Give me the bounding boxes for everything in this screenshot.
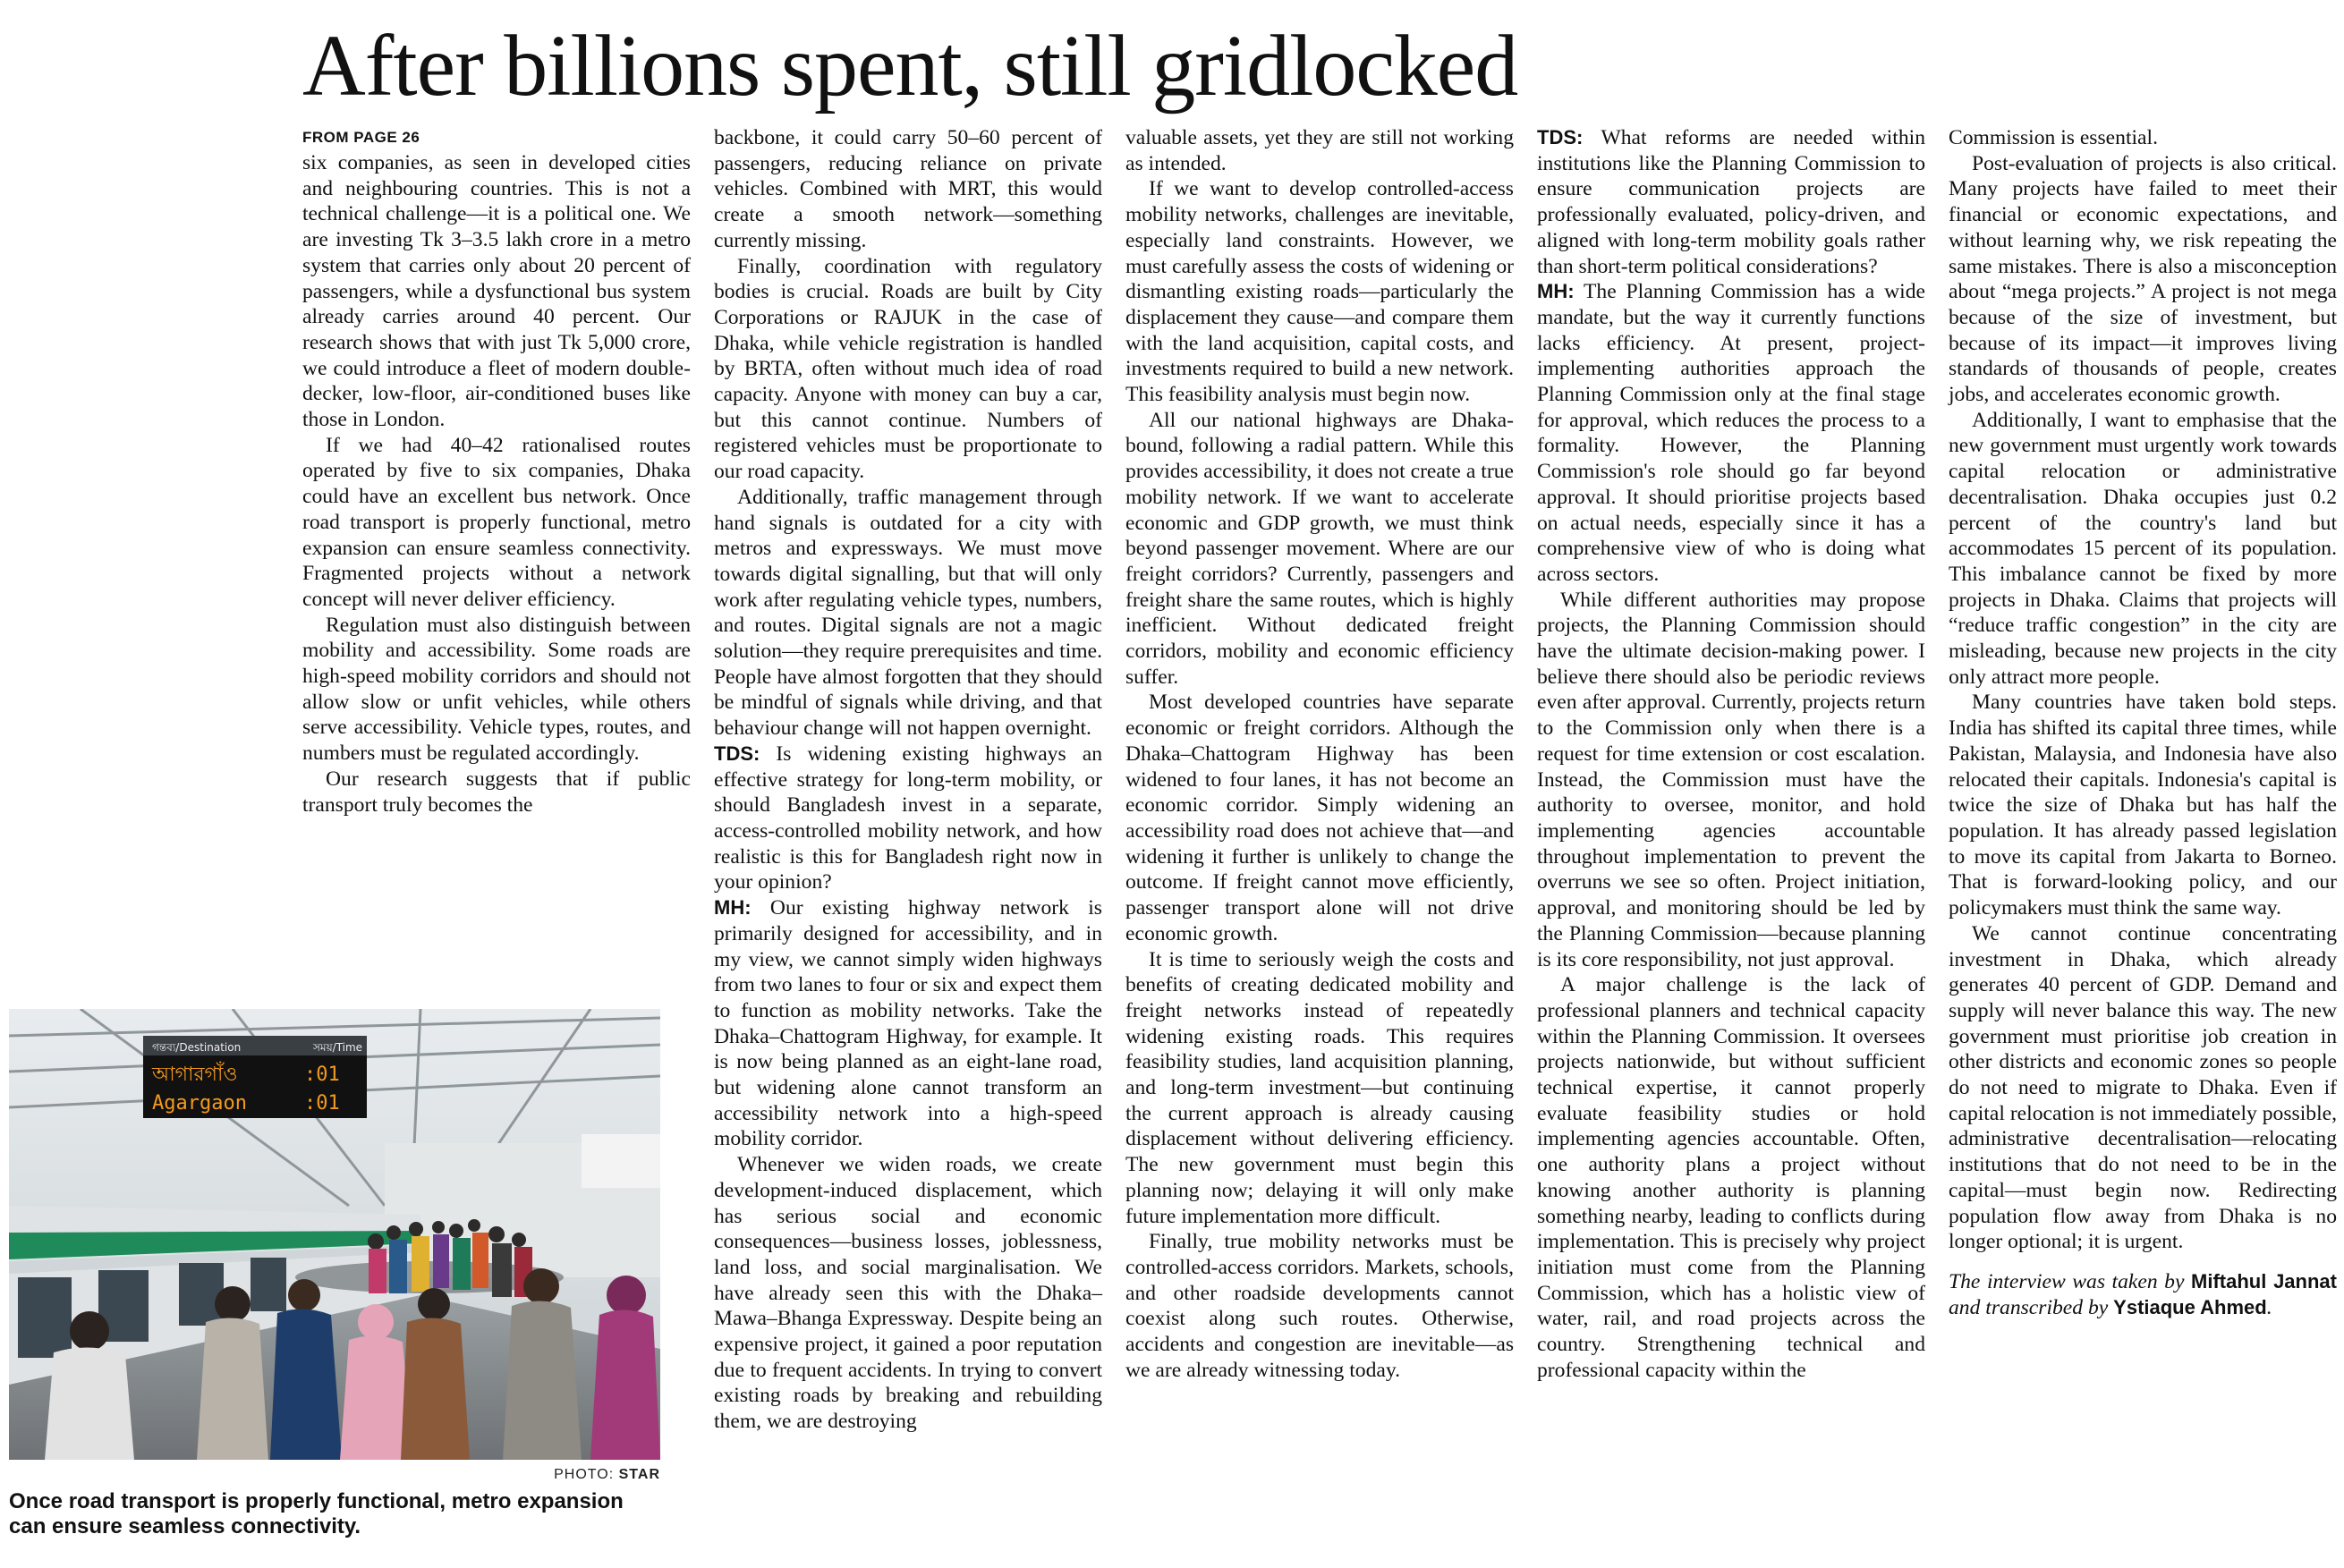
paragraph: [1537, 972, 1925, 1383]
paragraph-text: valuable assets, yet they are still not working as intended.: [1125, 126, 1514, 175]
column-4: [1537, 125, 1925, 1383]
paragraph-text: Additionally, traffic management through hand signals is outdated for a city with metros and expressways. We must move towards digital signalling, but that will only work after regulating vehicle types, numbers, and routes. Digital signals are not a magic solution—they require prerequisites and time. People have almost forgotten that they should be mindful of signals while driving, and that behaviour change will not happen overnight.: [714, 485, 1102, 741]
paragraph-text: Commission is essential.: [1949, 126, 2158, 149]
speaker-label: MH:: [714, 896, 752, 920]
paragraph: [714, 1152, 1102, 1435]
paragraph: [302, 433, 691, 613]
paragraph-text: Post-evaluation of projects is also critical. Many projects have failed to meet their financial or economic expectations, and without learning why, we risk repeating the same mistakes. There is also a misconception about “mega projects.” A project is not mega because of the size of investment, but because of its impact—it improves living standards of thousands of people, creates jobs, and accelerates economic growth.: [1949, 151, 2337, 407]
paragraph-text: Regulation must also distinguish between mobility and accessibility. Some roads are high-speed mobility corridors and should not allow slow or unfit vehicles, while others serve accessibility. Vehicle types, routes, and numbers must be regulated accordingly.: [302, 613, 691, 766]
column-1: [302, 125, 691, 818]
column-5: [1949, 125, 2337, 1320]
paragraph-text: backbone, it could carry 50–60 percent of passengers, reducing reliance on private vehicles. Combined with MRT, this would create a smooth network—something currently missing.: [714, 126, 1102, 252]
paragraph-text: What reforms are needed within institutions like the Planning Commission to ensure communication projects are professionally evaluated, policy-driven, and aligned with long-term mobility goals rather than short-term political considerations?: [1537, 126, 1925, 278]
paragraph-text: We cannot continue concentrating investment in Dhaka, which already generates 40 percent of GDP. Demand and supply will never balance this way. The new government must prioritise job creation in other districts and economic zones so people do not need to migrate to Dhaka. Even if capital relocation is not immediately possible, administrative decentralisation—relocating institutions that do not need to be in the capital—must begin now. Redirecting population flow away from Dhaka is no longer optional; it is urgent.: [1949, 921, 2337, 1254]
paragraph-text: If we had 40–42 rationalised routes operated by five to six companies, Dhaka could have an excellent bus network. Once road transport is properly functional, metro expansion can ensure seamless connectivity. Fragmented projects without a network concept will never deliver efficiency.: [302, 433, 691, 611]
speaker-label: TDS:: [714, 742, 760, 765]
sign-destination-label: গন্তব্য/Destination: [152, 1041, 242, 1054]
paragraph: [1125, 690, 1514, 946]
paragraph: [1537, 588, 1925, 973]
paragraph-text: Additionally, I want to emphasise that the new government must urgently work towards capital relocation or administrative decentralisation. Dhaka occupies just 0.2 percent of the country's land but accommodates 15 percent of its population. This imbalance cannot be fixed by more projects in Dhaka. Claims that projects will “reduce traffic congestion” in the city are misleading, because new projects in the city only attract more people.: [1949, 408, 2337, 689]
paragraph-text: Our research suggests that if public transport truly becomes the: [302, 767, 691, 817]
paragraph-text: six companies, as seen in developed cities and neighbouring countries. This is not a technical challenge—it is a political one. We are investing Tk 3–3.5 lakh crore in a metro system that carries only about 20 percent of passengers, while a dysfunctional bus system already carries around 40 percent. Our research shows that with just Tk 5,000 crore, we could introduce a fleet of modern double-decker, low-floor, air-conditioned buses like those in London.: [302, 151, 691, 432]
paragraph-text: If we want to develop controlled-access mobility networks, challenges are inevitable, especially land constraints. However, we must carefully assess the costs of widening or dismantling existing roads—particularly the displacement they cause—and compare them with the land acquisition, capital costs, and investments required to build a new network. This feasibility analysis must begin now.: [1125, 177, 1514, 407]
paragraph: [714, 742, 1102, 895]
paragraph: [1125, 947, 1514, 1230]
paragraph: [302, 613, 691, 767]
sign-row1-time: :01: [304, 1064, 340, 1086]
paragraph: [1537, 125, 1925, 279]
paragraph-text: Our existing highway network is primarily designed for accessibility, and in my view, we cannot simply widen highways from two lanes to four or six and expect them to function as mobility networks. Take the Dhaka–Chattogram Highway, for example. It is now being planned as an eight-lane road, but widening alone cannot transform an accessibility network into a high-speed mobility corridor.: [714, 896, 1102, 1151]
speaker-label: TDS:: [1537, 126, 1584, 148]
paragraph: [1125, 125, 1514, 176]
interview-credit: The interview was taken by Miftahul Jannat and transcribed by Ystiaque Ahmed.: [1949, 1269, 2337, 1319]
metro-station-photo: [9, 1009, 660, 1460]
paragraph-text: Finally, true mobility networks must be controlled-access corridors. Markets, schools, and other roadside developments cannot coexist along such routes. Otherwise, accidents and congestion are inevitable—as we are already witnessing today.: [1125, 1230, 1514, 1382]
paragraph: [1125, 1229, 1514, 1383]
paragraph-text: The Planning Commission has a wide mandate, but the way it currently functions lacks efficiency. At present, project-implementing authorities approach the Planning Commission only at the final stage for approval, which reduces the process to a formality. However, the Planning Commission's role should go far beyond approval. It should prioritise projects based on actual needs, especially since it has a comprehensive view of who is doing what across sectors.: [1537, 280, 1925, 586]
speaker-label: MH:: [1537, 280, 1575, 303]
paragraph: [714, 895, 1102, 1152]
paragraph-text: Whenever we widen roads, we create development-induced displacement, which has serious social and economic consequences—business losses, joblessness, land loss, and social marginalisation. We have already seen this with the Dhaka–Mawa–Bhanga Expressway. Despite being an expensive project, it gained a poor reputation due to frequent accidents. In trying to convert existing roads by breaking and rebuilding them, we are destroying: [714, 1153, 1102, 1434]
sign-time-label: সময়/Time: [313, 1041, 363, 1054]
from-page-label: FROM PAGE 26: [302, 129, 420, 146]
paragraph-text: Is widening existing highways an effective strategy for long-term mobility, or should Bangladesh invest in a separate, access-controlled mobility network, and how realistic is this for Bangladesh right now in your opinion?: [714, 742, 1103, 894]
paragraph: [714, 485, 1102, 742]
paragraph: [302, 150, 691, 433]
paragraph: [302, 767, 691, 818]
paragraph-text: All our national highways are Dhaka-bound, following a radial pattern. While this provides accessibility, it does not create a true mobility network. If we want to accelerate economic and GDP growth, we must think beyond passenger movement. Where are our freight corridors? Currently, passengers and freight share the same routes, which is highly inefficient. Without dedicated freight corridors, mobility and economic efficiency suffer.: [1125, 408, 1514, 689]
photo-caption: Once road transport is properly functional, metro expansion can ensure seamless connectivity.: [9, 1489, 624, 1538]
paragraph-text: Most developed countries have separate economic or freight corridors. Although the Dhaka–Chattogram Highway has been widened to four lanes, it has not become an economic corridor. Simply widening an accessibility road does not achieve that—and widening it further is unlikely to change the outcome. If freight cannot move efficiently, passenger transport alone will not drive economic growth.: [1125, 691, 1514, 945]
sign-row2-time: :01: [304, 1092, 340, 1115]
paragraph: [1949, 125, 2337, 151]
photo-credit: PHOTO: STAR: [554, 1467, 660, 1482]
paragraph: [1949, 921, 2337, 1255]
paragraph: [1125, 176, 1514, 407]
paragraph: [1949, 690, 2337, 920]
paragraph-text: A major challenge is the lack of professional planners and technical capacity within the Planning Commission. It oversees projects nationwide, but without sufficient technical expertise, it cannot properly evaluate feasibility studies or hold implementing agencies accountable. Often, one authority plans a project without knowing another authority is planning something nearby, leading to conflicts during implementation. This is precisely why project initiation must come from the Planning Commission, which has a holistic view of water, rail, and road projects across the country. Strengthening technical and professional capacity within the: [1537, 973, 1925, 1382]
paragraph-text: It is time to seriously weigh the costs and benefits of creating dedicated mobility and freight networks instead of repeatedly widening existing roads. This requires feasibility studies, land acquisition planning, and long-term investment—but continuing the current approach is already causing displacement without delivering efficiency. The new government must begin this planning now; delaying it will only make future implementation more difficult.: [1125, 947, 1514, 1228]
paragraph: [1949, 408, 2337, 691]
paragraph: [714, 254, 1102, 485]
column-2: [714, 125, 1102, 1435]
paragraph-text: While different authorities may propose projects, the Planning Commission should have the ultimate decision-making power. I believe there should also be periodic reviews even after approval. Currently, projects return to the Commission only when there is a request for time extension or cost escalation. Instead, the Commission must have the authority to oversee, monitor, and hold implementing agencies accountable throughout implementation to prevent the overruns we see so often. Project initiation, approval, and monitoring should be led by the Planning Commission—because planning is its core responsibility, not just approval.: [1537, 588, 1925, 971]
paragraph: [714, 125, 1102, 254]
column-3: [1125, 125, 1514, 1383]
paragraph: [1537, 279, 1925, 587]
paragraph: [1949, 151, 2337, 408]
paragraph-text: Finally, coordination with regulatory bodies is crucial. Roads are built by City Corporations or RAJUK in the case of Dhaka, while vehicle registration is handled by BRTA, often without much idea of road capacity. Anyone with money can buy a car, but this cannot continue. Numbers of registered vehicles must be proportionate to our road capacity.: [714, 254, 1102, 484]
sign-row2-station: Agargaon: [152, 1092, 247, 1115]
paragraph: [1125, 408, 1514, 691]
sign-row1-station: আগারগাঁও: [152, 1064, 238, 1086]
headline: After billions spent, still gridlocked: [302, 18, 1518, 114]
paragraph-text: Many countries have taken bold steps. India has shifted its capital three times, while Pakistan, Malaysia, and Indonesia have also relocated their capitals. Indonesia's capital is twice the size of Dhaka but has half the population. It has already passed legislation to move its capital from Jakarta to Borneo. That is forward-looking policy, and our policymakers must think the same way.: [1949, 691, 2337, 920]
